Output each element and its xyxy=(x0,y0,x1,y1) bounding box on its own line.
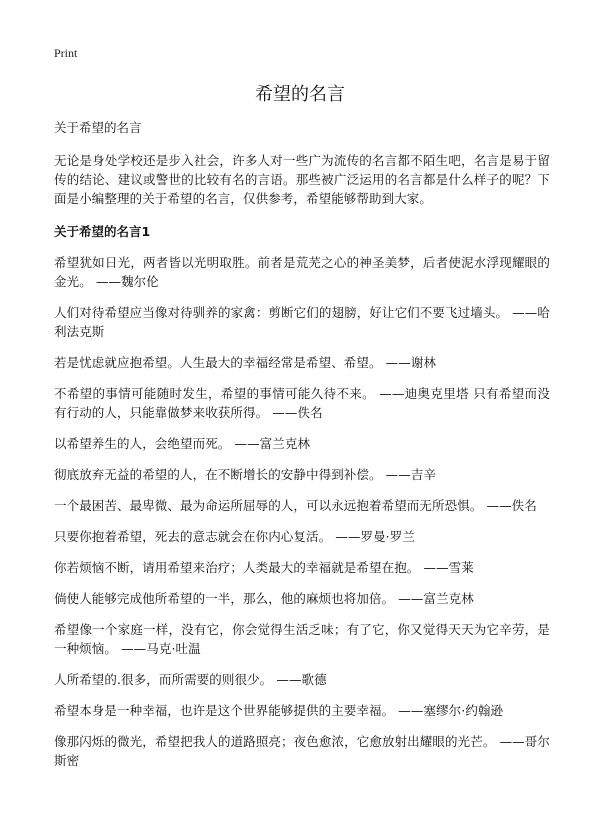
quote-paragraph: 人们对待希望应当像对待驯养的家禽：剪断它们的翅膀，好让它们不要飞过墙头。 ——哈利法克斯 xyxy=(54,305,550,339)
page-title: 希望的名言 xyxy=(255,84,345,105)
quote-paragraph: 不希望的事情可能随时发生，希望的事情可能久待不来。 ——迪奥克里塔 只有希望而没有行动的人，只能靠做梦来收获所得。 ——佚名 xyxy=(54,386,550,420)
quote-paragraph: 若是忧虑就应抱希望。人生最大的幸福经常是希望、希望。 ——谢林 xyxy=(54,355,437,370)
intro-paragraph: 无论是身处学校还是步入社会，许多人对一些广为流传的名言都不陌生吧，名言是易于留传的结论、建议或警世的比较有名的言语。那些被广泛运用的名言都是什么样子的呢？下面是小编整理的关于希望的名言，仅供参考，希望能够帮助到大家。 xyxy=(54,153,550,206)
print-label[interactable]: Print xyxy=(54,46,78,60)
quote-paragraph: 彻底放弃无益的希望的人，在不断增长的安静中得到补偿。 ——吉辛 xyxy=(54,467,437,482)
quote-paragraph: 人所希望的.很多，而所需要的则很少。 ——歌德 xyxy=(54,672,327,687)
article-body xyxy=(54,118,550,782)
quote-paragraph: 希望犹如日光，两者皆以光明取胜。前者是荒芜之心的神圣美梦，后者使泥水浮现耀眼的金光。 ——魏尔伦 xyxy=(54,255,550,289)
section-heading: 关于希望的名言1 xyxy=(54,224,151,239)
quote-paragraph: 希望像一个家庭一样，没有它，你会觉得生活乏味；有了它，你又觉得天天为它辛劳，是一种烦恼。 ——马克·吐温 xyxy=(54,622,550,656)
quote-paragraph: 倘使人能够完成他所希望的一半，那么，他的麻烦也将加倍。 ——富兰克林 xyxy=(54,591,474,606)
quote-paragraph: 希望本身是一种幸福，也许是这个世界能够提供的主要幸福。 ——塞缪尔·约翰逊 xyxy=(54,703,504,718)
quote-paragraph: 以希望养生的人，会绝望而死。 ——富兰克林 xyxy=(54,436,311,451)
quote-paragraph: 一个最困苦、最卑微、最为命运所屈辱的人，可以永远抱着希望而无所恐惧。 ——佚名 xyxy=(54,498,537,513)
article-subtitle: 关于希望的名言 xyxy=(54,120,142,135)
quote-paragraph: 像那闪烁的微光，希望把我人的道路照亮；夜色愈浓，它愈放射出耀眼的光芒。 ——哥尔斯密 xyxy=(54,734,550,768)
quote-paragraph: 你若烦恼不断，请用希望来治疗；人类最大的幸福就是希望在抱。 ——雪莱 xyxy=(54,560,474,575)
quote-paragraph: 只要你抱着希望，死去的意志就会在你内心复活。 ——罗曼·罗兰 xyxy=(54,529,415,544)
